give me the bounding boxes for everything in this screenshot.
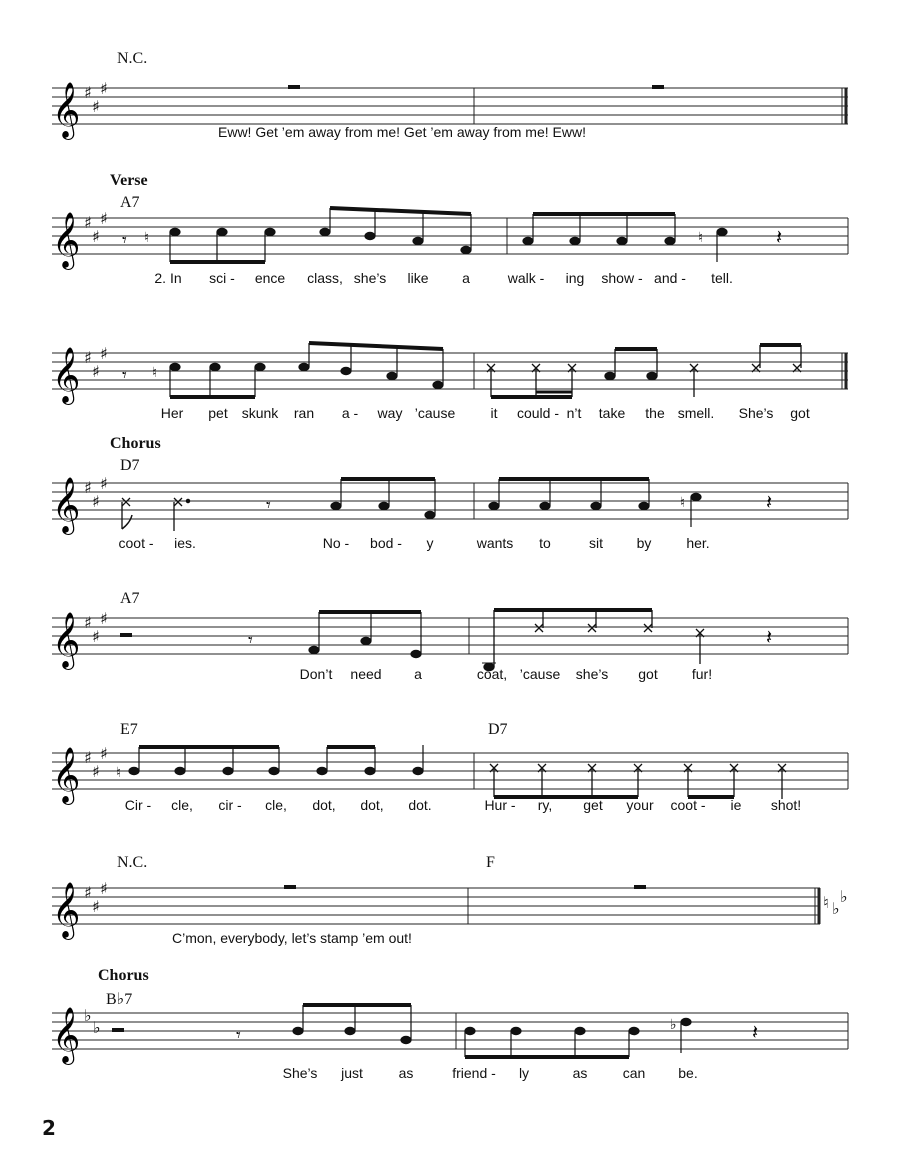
svg-text:♯: ♯ bbox=[92, 97, 100, 116]
lyric-syllable: wants bbox=[476, 535, 514, 551]
lyric-syllable: cle, bbox=[265, 797, 287, 813]
svg-text:♭: ♭ bbox=[93, 1018, 101, 1037]
notes-measure-1-beamed bbox=[331, 479, 435, 519]
key-signature-flats-icon bbox=[84, 1006, 101, 1037]
staff-system-3 bbox=[0, 305, 900, 430]
lyric-syllable: ’cause bbox=[519, 666, 561, 682]
treble-clef-icon: 𝄞 bbox=[52, 477, 81, 533]
lyric-syllable: n’t bbox=[566, 405, 582, 421]
quarter-rest-icon: 𝄽 bbox=[776, 225, 783, 249]
spoken-line: Eww! Get ’em away from me! Get ’em away from me! Eww! bbox=[218, 124, 586, 140]
notes-measure-1 bbox=[309, 612, 421, 658]
key-signature-sharps-icon bbox=[84, 474, 108, 511]
svg-text:♯: ♯ bbox=[100, 744, 108, 763]
svg-text:♯: ♯ bbox=[92, 492, 100, 511]
lyric-syllable: it bbox=[490, 405, 498, 421]
lyric-syllable: bod - bbox=[370, 535, 402, 551]
notes-measure-1 bbox=[122, 498, 190, 531]
svg-text:♯: ♯ bbox=[100, 344, 108, 363]
lyric-syllable: 2. In bbox=[154, 270, 182, 286]
svg-text:♯: ♯ bbox=[100, 879, 108, 898]
half-rest-icon bbox=[120, 633, 132, 637]
svg-text:♯: ♯ bbox=[84, 213, 92, 232]
chord-symbol: A7 bbox=[120, 194, 140, 211]
chord-symbol: E7 bbox=[120, 721, 138, 738]
key-signature-sharps-icon bbox=[84, 79, 108, 116]
lyric-syllable: she’s bbox=[575, 666, 609, 682]
natural-icon: ♮ bbox=[144, 230, 150, 246]
notes-measure-2 bbox=[482, 610, 704, 671]
lyric-syllable: smell. bbox=[677, 405, 715, 421]
svg-text:♯: ♯ bbox=[100, 79, 108, 98]
lyric-syllable: the bbox=[645, 405, 665, 421]
lyric-syllable: get bbox=[583, 797, 603, 813]
svg-text:♭: ♭ bbox=[840, 887, 848, 906]
notes-measure-1 bbox=[293, 1005, 411, 1044]
page-number: 2 bbox=[42, 1116, 56, 1140]
svg-text:♯: ♯ bbox=[92, 897, 100, 916]
lyric-syllable: walk - bbox=[507, 270, 545, 286]
chord-symbol: N.C. bbox=[117, 50, 148, 67]
staff-system-7 bbox=[0, 840, 900, 955]
lyric-syllable: dot, bbox=[360, 797, 384, 813]
svg-text:♯: ♯ bbox=[84, 748, 92, 767]
section-label: Chorus bbox=[98, 967, 149, 984]
chord-symbol: N.C. bbox=[117, 854, 148, 871]
lyric-syllable: friend - bbox=[452, 1065, 496, 1081]
staff-system-1 bbox=[0, 40, 900, 150]
staff-system-6 bbox=[0, 705, 900, 830]
lyric-syllable: pet bbox=[208, 405, 228, 421]
natural-icon: ♮ bbox=[152, 365, 158, 381]
lyric-syllable: tell. bbox=[711, 270, 733, 286]
chord-symbol: F bbox=[486, 854, 495, 871]
staff-system-4 bbox=[0, 435, 900, 560]
lyric-syllable: Hur - bbox=[484, 797, 516, 813]
eighth-rest-icon: 𝄾 bbox=[122, 230, 127, 251]
lyric-syllable: as bbox=[398, 1065, 414, 1081]
half-rest-icon bbox=[112, 1028, 124, 1032]
lyric-syllable: cir - bbox=[218, 797, 242, 813]
lyric-syllable: a - bbox=[341, 405, 359, 421]
key-signature-sharps-icon bbox=[84, 879, 108, 916]
lyric-syllable: ’cause bbox=[414, 405, 456, 421]
lyric-syllable: a bbox=[462, 270, 470, 286]
treble-clef-icon: 𝄞 bbox=[52, 212, 81, 268]
lyric-syllable: ie bbox=[730, 797, 742, 813]
svg-text:♯: ♯ bbox=[84, 478, 92, 497]
lyric-syllable: her. bbox=[686, 535, 710, 551]
flat-icon: ♭ bbox=[670, 1017, 677, 1033]
svg-text:♯: ♯ bbox=[84, 883, 92, 902]
svg-text:♯: ♯ bbox=[84, 83, 92, 102]
lyric-syllable: coot - bbox=[118, 535, 154, 551]
key-signature-sharps-icon bbox=[84, 209, 108, 246]
lyric-syllable: y bbox=[426, 535, 434, 551]
section-label: Chorus bbox=[110, 435, 161, 452]
lyric-syllable: take bbox=[598, 405, 626, 421]
lyric-syllable: could - bbox=[516, 405, 560, 421]
lyric-syllable: like bbox=[407, 270, 429, 286]
svg-text:♯: ♯ bbox=[92, 762, 100, 781]
quarter-rest-icon: 𝄽 bbox=[752, 1020, 759, 1044]
notes-measure-2 bbox=[465, 1017, 691, 1057]
quarter-rest-icon: 𝄽 bbox=[766, 490, 773, 514]
chord-symbol: D7 bbox=[488, 721, 508, 738]
treble-clef-icon: 𝄞 bbox=[52, 347, 81, 403]
lyric-syllable: show - bbox=[601, 270, 643, 286]
section-label: Verse bbox=[110, 172, 148, 189]
lyric-syllable: No - bbox=[322, 535, 350, 551]
lyric-syllable: ly bbox=[518, 1065, 530, 1081]
treble-clef-icon: 𝄞 bbox=[52, 747, 81, 803]
lyric-syllable: be. bbox=[678, 1065, 698, 1081]
lyric-syllable: a bbox=[414, 666, 422, 682]
svg-text:♯: ♯ bbox=[84, 613, 92, 632]
svg-text:♯: ♯ bbox=[100, 209, 108, 228]
lyric-syllable: Cir - bbox=[124, 797, 152, 813]
lyric-syllable: just bbox=[341, 1065, 363, 1081]
staff-system-5 bbox=[0, 570, 900, 695]
lyric-syllable: need bbox=[350, 666, 382, 682]
notes-measure-1 bbox=[116, 745, 423, 781]
natural-icon: ♮ bbox=[680, 495, 686, 511]
staff-system-8 bbox=[0, 965, 900, 1090]
quarter-rest-icon: 𝄽 bbox=[766, 625, 773, 649]
lyric-syllable: ence bbox=[254, 270, 286, 286]
lyric-syllable: She’s bbox=[282, 1065, 318, 1081]
lyric-syllable: Her bbox=[160, 405, 184, 421]
key-signature-sharps-icon bbox=[84, 609, 108, 646]
key-signature-sharps-icon bbox=[84, 344, 108, 381]
svg-text:♯: ♯ bbox=[100, 609, 108, 628]
chord-symbol: B♭7 bbox=[106, 991, 133, 1008]
staff-5-graphic bbox=[0, 570, 900, 695]
whole-rest-icon bbox=[288, 85, 300, 89]
notes-measure-2 bbox=[523, 214, 727, 262]
svg-text:♭: ♭ bbox=[832, 899, 840, 918]
lyric-syllable: coat, bbox=[476, 666, 508, 682]
key-signature-sharps-icon bbox=[84, 744, 108, 781]
lyric-syllable: dot. bbox=[408, 797, 432, 813]
notes-measure-2 bbox=[489, 479, 701, 527]
spoken-line: C’mon, everybody, let’s stamp ’em out! bbox=[172, 930, 412, 946]
lyric-syllable: Don’t bbox=[299, 666, 333, 682]
natural-icon: ♮ bbox=[116, 765, 122, 781]
lyric-syllable: ies. bbox=[174, 535, 196, 551]
treble-clef-icon: 𝄞 bbox=[52, 882, 81, 938]
lyric-syllable: got bbox=[790, 405, 810, 421]
lyric-syllable: class, bbox=[307, 270, 343, 286]
lyric-syllable: skunk bbox=[241, 405, 279, 421]
eighth-rest-icon: 𝄾 bbox=[122, 365, 127, 386]
lyric-syllable: to bbox=[539, 535, 551, 551]
svg-text:♯: ♯ bbox=[100, 474, 108, 493]
lyric-syllable: your bbox=[626, 797, 654, 813]
treble-clef-icon: 𝄞 bbox=[52, 82, 81, 138]
svg-text:♮: ♮ bbox=[823, 893, 829, 912]
lyric-syllable: ran bbox=[293, 405, 315, 421]
lyric-syllable: she’s bbox=[353, 270, 387, 286]
lyric-syllable: got bbox=[638, 666, 658, 682]
lyric-syllable: by bbox=[636, 535, 652, 551]
eighth-rest-icon: 𝄾 bbox=[236, 1025, 241, 1046]
lyric-syllable: sci - bbox=[209, 270, 235, 286]
notes-measure-2 bbox=[490, 764, 786, 799]
chord-symbol: D7 bbox=[120, 457, 140, 474]
lyric-syllable: way bbox=[377, 405, 403, 421]
key-change-flats-icon bbox=[823, 887, 848, 918]
lyric-syllable: as bbox=[572, 1065, 588, 1081]
eighth-rest-icon: 𝄾 bbox=[248, 630, 253, 651]
svg-text:♯: ♯ bbox=[84, 348, 92, 367]
whole-rest-icon bbox=[652, 85, 664, 89]
lyric-syllable: cle, bbox=[171, 797, 193, 813]
whole-rest-icon bbox=[634, 885, 646, 889]
whole-rest-icon bbox=[284, 885, 296, 889]
eighth-rest-icon: 𝄾 bbox=[266, 495, 271, 516]
lyric-syllable: shot! bbox=[770, 797, 802, 813]
svg-text:♯: ♯ bbox=[92, 627, 100, 646]
lyric-syllable: ry, bbox=[537, 797, 553, 813]
lyric-syllable: sit bbox=[589, 535, 603, 551]
natural-icon: ♮ bbox=[698, 230, 704, 246]
lyric-syllable: can bbox=[622, 1065, 646, 1081]
chord-symbol: A7 bbox=[120, 590, 140, 607]
lyric-syllable: dot, bbox=[312, 797, 336, 813]
svg-text:♭: ♭ bbox=[84, 1006, 92, 1025]
lyric-syllable: ing bbox=[565, 270, 585, 286]
svg-text:♯: ♯ bbox=[92, 362, 100, 381]
lyric-syllable: fur! bbox=[691, 666, 713, 682]
lyric-syllable: and - bbox=[654, 270, 686, 286]
svg-text:♯: ♯ bbox=[92, 227, 100, 246]
staff-system-2 bbox=[0, 170, 900, 295]
lyric-syllable: She’s bbox=[738, 405, 774, 421]
treble-clef-icon: 𝄞 bbox=[52, 612, 81, 668]
lyric-syllable: coot - bbox=[670, 797, 706, 813]
treble-clef-icon: 𝄞 bbox=[52, 1007, 81, 1063]
